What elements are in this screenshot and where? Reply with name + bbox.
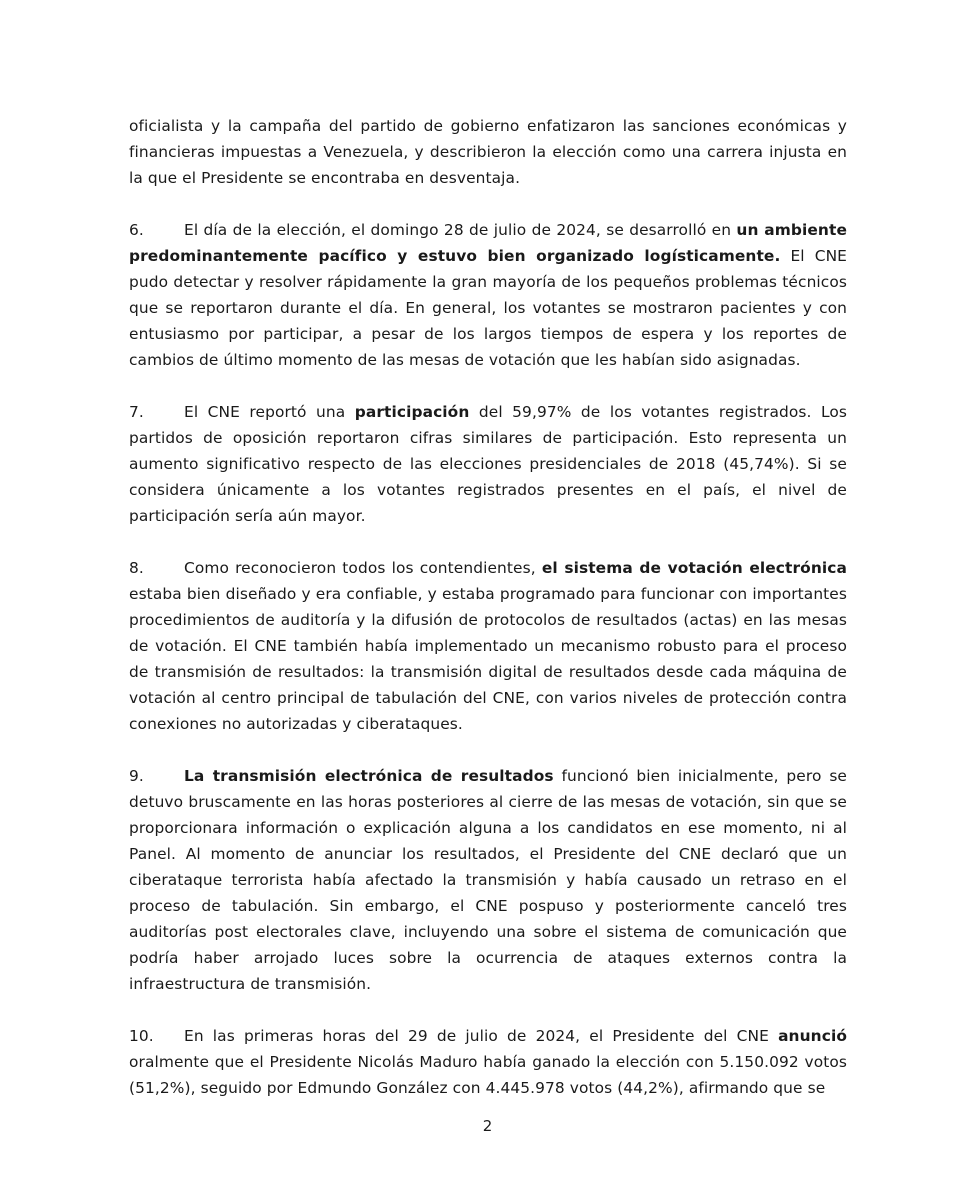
text-run: El CNE reportó una — [184, 403, 355, 421]
numbered-paragraph — [129, 1023, 847, 1101]
paragraph-number: 9. — [129, 767, 144, 785]
bold-text: participación — [354, 403, 470, 421]
numbered-paragraph — [129, 555, 847, 737]
paragraph-number: 7. — [129, 403, 144, 421]
bold-text: el sistema de votación electrónica — [541, 559, 847, 577]
body-text — [129, 113, 847, 1127]
text-run: oralmente que el Presidente Nicolás Maduro había ganado la elección con 5.150.092 votos (51,2%), seguido por Edmundo González con 4.445.978 votos (44,2%), afirmando que se — [129, 1053, 847, 1097]
page-number: 2 — [482, 1117, 493, 1135]
text-run: del 59,97% de los votantes registrados. Los partidos de oposición reportaron cifras similares de participación. Esto representa un aumento significativo respecto de las elecciones presidenciales de 2018 (45,74%). Si se considera únicamente a los votantes registrados presentes en el país, el nivel de participación sería aún mayor. — [129, 403, 847, 525]
text-run: El día de la elección, el domingo 28 de julio de 2024, se desarrolló en — [184, 221, 737, 239]
text-run: El CNE pudo detectar y resolver rápidamente la gran mayoría de los pequeños problemas técnicos que se reportaron durante el día. En general, los votantes se mostraron pacientes y con entusiasmo por participar, a pesar de los largos tiempos de espera y los reportes de cambios de último momento de las mesas de votación que les habían sido asignadas. — [129, 247, 848, 369]
text-run: oficialista y la campaña del partido de gobierno enfatizaron las sanciones económicas y financieras impuestas a Venezuela, y describieron la elección como una carrera injusta en la que el Presidente se encontraba en desventaja. — [129, 117, 847, 187]
text-run: En las primeras horas del 29 de julio de 2024, el Presidente del CNE — [184, 1027, 779, 1045]
bold-text: La transmisión electrónica de resultados — [184, 767, 554, 785]
paragraph-number: 10. — [129, 1027, 154, 1045]
bold-text: un ambiente predominantemente pacífico y estuvo bien organizado logísticamente. — [129, 221, 847, 265]
text-run: funcionó bien inicialmente, pero se detuvo bruscamente en las horas posteriores al cierre de las mesas de votación, sin que se proporcionara información o explicación alguna a los candidatos en ese momento, ni al Panel. Al momento de anunciar los resultados, el Presidente del CNE declaró que un ciberataque terrorista había afectado la transmisión y había causado un retraso en el proceso de tabulación. Sin embargo, el CNE pospuso y posteriormente canceló tres auditorías post electorales clave, incluyendo una sobre el sistema de comunicación que podría haber arrojado luces sobre la ocurrencia de ataques externos contra la infraestructura de transmisión. — [129, 767, 848, 993]
text-run: Como reconocieron todos los contendientes, — [184, 559, 542, 577]
paragraph-number: 8. — [129, 559, 144, 577]
numbered-paragraph — [129, 763, 847, 997]
bold-text: anunció — [778, 1027, 847, 1045]
paragraph-continuation — [129, 113, 847, 191]
text-run: estaba bien diseñado y era confiable, y estaba programado para funcionar con importantes procedimientos de auditoría y la difusión de protocolos de resultados (actas) en las mesas de votación. El CNE también había implementado un mecanismo robusto para el proceso de transmisión de resultados: la transmisión digital de resultados desde cada máquina de votación al centro principal de tabulación del CNE, con varios niveles de protección contra conexiones no autorizadas y ciberataques. — [129, 585, 847, 733]
paragraph-number: 6. — [129, 221, 144, 239]
numbered-paragraph — [129, 217, 847, 373]
numbered-paragraph — [129, 399, 847, 529]
